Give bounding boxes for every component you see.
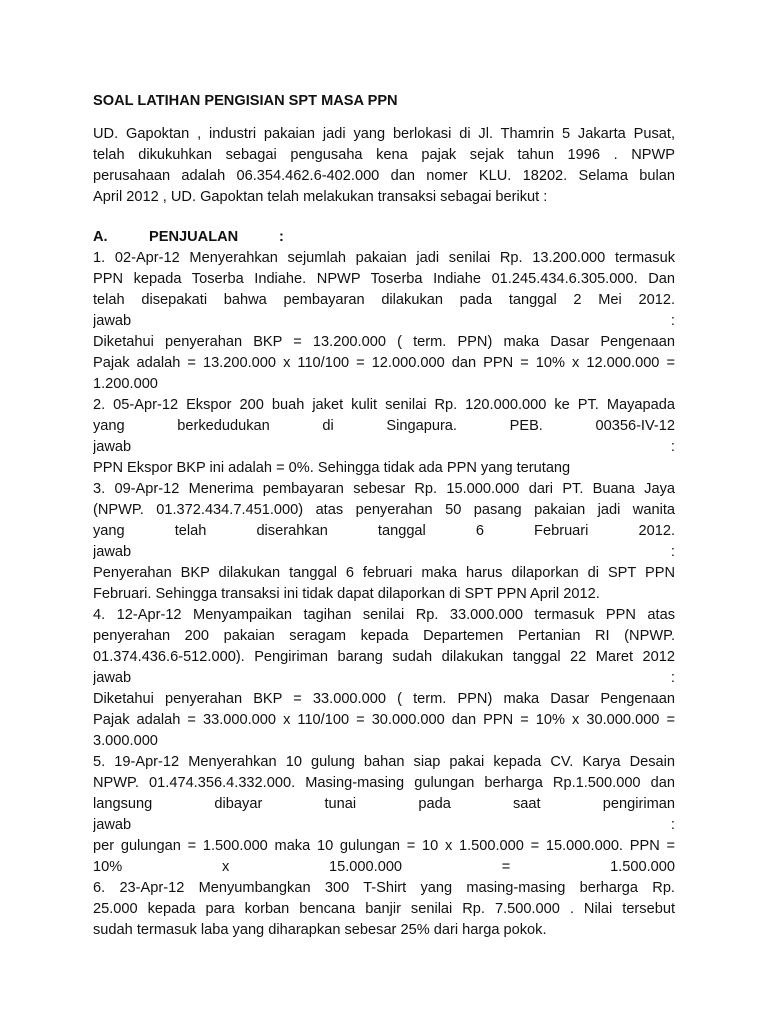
intro-paragraph [93,124,675,208]
body-line: yang telah diserahkan tanggal 6 Februari 2012. [93,523,675,539]
body-line: 2. 05-Apr-12 Ekspor 200 buah jaket kulit senilai Rp. 120.000.000 ke PT. Mayapada [93,397,675,413]
section-number: A. [93,229,108,245]
body-line: 25.000 kepada para korban bencana banjir senilai Rp. 7.500.000 . Nilai tersebut [93,901,675,917]
body-line: jawab : [93,817,675,833]
body-line: NPWP. 01.474.356.4.332.000. Masing-masing gulungan berharga Rp.1.500.000 dan [93,775,675,791]
body-line: jawab : [93,670,675,686]
intro-line: April 2012 , UD. Gapoktan telah melakukan transaksi sebagai berikut : [93,189,548,205]
body-line: Pajak adalah = 33.000.000 x 110/100 = 30.000.000 dan PPN = 10% x 30.000.000 = [93,712,675,728]
section-label: PENJUALAN [149,229,239,245]
body-line: penyerahan 200 pakaian seragam kepada Departemen Pertanian RI (NPWP. [93,628,675,644]
body-line: 5. 19-Apr-12 Menyerahkan 10 gulung bahan siap pakai kepada CV. Karya Desain [93,754,675,770]
body-line: sudah termasuk laba yang diharapkan sebesar 25% dari harga pokok. [93,922,547,938]
body-line: telah disepakati bahwa pembayaran dilakukan pada tanggal 2 Mei 2012. [93,292,675,308]
document-title: SOAL LATIHAN PENGISIAN SPT MASA PPN [93,93,398,109]
section-colon: : [279,229,284,245]
body-line: 10% x 15.000.000 = 1.500.000 [93,859,675,875]
intro-line: UD. Gapoktan , industri pakaian jadi yang berlokasi di Jl. Thamrin 5 Jakarta Pusat, [93,126,675,142]
body-line: 1.200.000 [93,376,158,392]
body-line: 3.000.000 [93,733,158,749]
body-line: PPN kepada Toserba Indiahe. NPWP Toserba Indiahe 01.245.434.6.305.000. Dan [93,271,675,287]
body-line: per gulungan = 1.500.000 maka 10 gulungan = 10 x 1.500.000 = 15.000.000. PPN = [93,838,675,854]
body-line: 3. 09-Apr-12 Menerima pembayaran sebesar Rp. 15.000.000 dari PT. Buana Jaya [93,481,675,497]
intro-line: perusahaan adalah 06.354.462.6-402.000 dan nomer KLU. 18202. Selama bulan [93,168,675,184]
body-line: yang berkedudukan di Singapura. PEB. 00356-IV-12 [93,418,675,434]
section-heading [93,227,675,248]
body-line: (NPWP. 01.372.434.7.451.000) atas penyerahan 50 pasang pakaian jadi wanita [93,502,675,518]
body-line: Pajak adalah = 13.200.000 x 110/100 = 12.000.000 dan PPN = 10% x 12.000.000 = [93,355,675,371]
body-line: Februari. Sehingga transaksi ini tidak dapat dilaporkan di SPT PPN April 2012. [93,586,600,602]
section-a [93,227,675,941]
body-line: jawab : [93,439,675,455]
body-line: jawab : [93,544,675,560]
body-line: 4. 12-Apr-12 Menyampaikan tagihan senilai Rp. 33.000.000 termasuk PPN atas [93,607,675,623]
body-line: langsung dibayar tunai pada saat pengiriman [93,796,675,812]
body-line: Penyerahan BKP dilakukan tanggal 6 februari maka harus dilaporkan di SPT PPN [93,565,675,581]
body-line: Diketahui penyerahan BKP = 13.200.000 ( term. PPN) maka Dasar Pengenaan [93,334,675,350]
body-line: PPN Ekspor BKP ini adalah = 0%. Sehingga tidak ada PPN yang terutang [93,460,571,476]
body-line: 1. 02-Apr-12 Menyerahkan sejumlah pakaian jadi senilai Rp. 13.200.000 termasuk [93,250,675,266]
body-line: 01.374.436.6-512.000). Pengiriman barang sudah dilakukan tanggal 22 Maret 2012 [93,649,675,665]
section-body [93,248,675,941]
body-line: jawab : [93,313,675,329]
body-line: 6. 23-Apr-12 Menyumbangkan 300 T-Shirt yang masing-masing berharga Rp. [93,880,675,896]
body-line: Diketahui penyerahan BKP = 33.000.000 ( term. PPN) maka Dasar Pengenaan [93,691,675,707]
intro-line: telah dikukuhkan sebagai pengusaha kena pajak sejak tahun 1996 . NPWP [93,147,675,163]
